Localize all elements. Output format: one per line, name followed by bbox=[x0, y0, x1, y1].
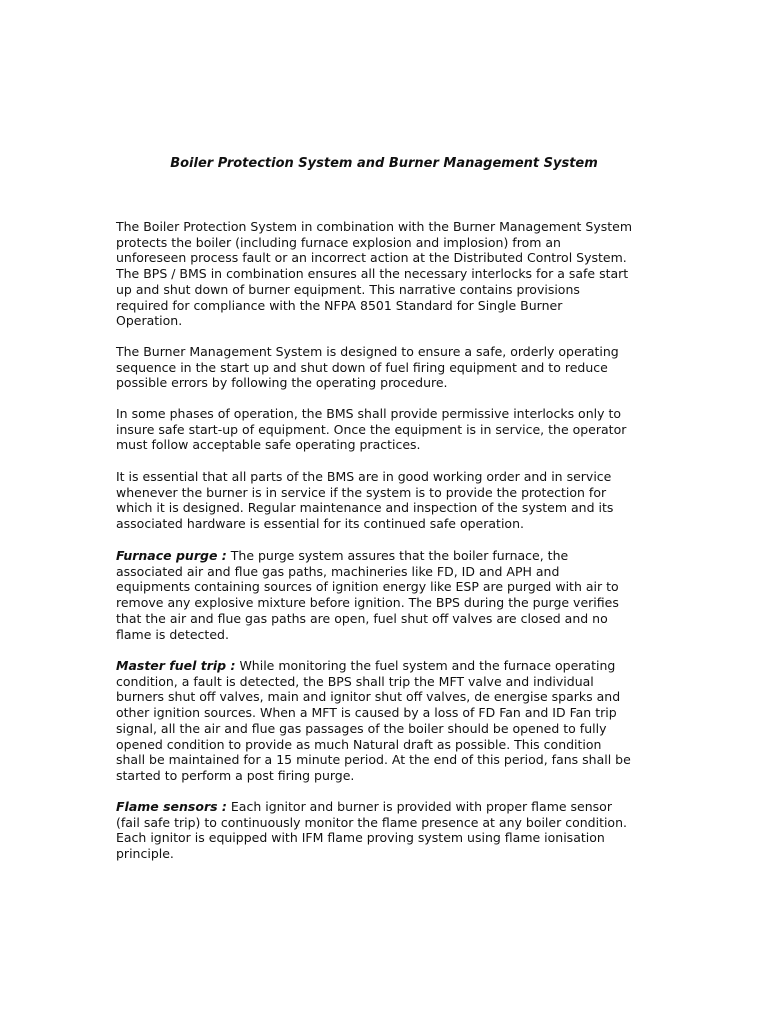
text-line: required for compliance with the NFPA 8501 Standard for Single Burner bbox=[116, 297, 563, 313]
text-line: protects the boiler (including furnace explosion and implosion) from an bbox=[116, 234, 561, 250]
paragraph-permissive-interlocks bbox=[116, 406, 656, 453]
text-line bbox=[116, 658, 656, 674]
text-line: must follow acceptable safe operating practices. bbox=[116, 437, 421, 453]
text-line: Operation. bbox=[116, 313, 183, 329]
text-line: associated hardware is essential for its continued safe operation. bbox=[116, 516, 524, 532]
text-line: In some phases of operation, the BMS shall provide permissive interlocks only to bbox=[116, 406, 622, 421]
text-line: insure safe start-up of equipment. Once the equipment is in service, the operator bbox=[116, 421, 627, 437]
text-line: equipments containing sources of ignition energy like ESP are purged with air to bbox=[116, 579, 619, 595]
text-line: that the air and flue gas paths are open, fuel shut off valves are closed and no bbox=[116, 610, 608, 626]
text-line: whenever the burner is in service if the system is to provide the protection for bbox=[116, 484, 607, 500]
text-line: The Burner Management System is designed to ensure a safe, orderly operating bbox=[116, 344, 619, 359]
paragraph-intro bbox=[116, 219, 656, 329]
paragraph-bms-design bbox=[116, 344, 656, 391]
document-title: Boiler Protection System and Burner Management System bbox=[170, 156, 598, 171]
text-line: The Boiler Protection System in combination with the Burner Management System bbox=[116, 219, 633, 234]
text-line: It is essential that all parts of the BMS are in good working order and in service bbox=[116, 469, 612, 484]
section-term: Flame sensors : bbox=[116, 799, 227, 814]
text-line: The BPS / BMS in combination ensures all the necessary interlocks for a safe start bbox=[116, 266, 629, 282]
text-line: signal, all the air and flue gas passages of the boiler should be opened to fully bbox=[116, 720, 607, 736]
text-line: associated air and flue gas paths, machineries like FD, ID and APH and bbox=[116, 563, 560, 579]
paragraph-flame-sensors bbox=[116, 799, 656, 862]
text-line: condition, a fault is detected, the BPS shall trip the MFT valve and individual bbox=[116, 673, 594, 689]
text-line: unforeseen process fault or an incorrect action at the Distributed Control System. bbox=[116, 250, 627, 266]
text-line: which it is designed. Regular maintenance and inspection of the system and its bbox=[116, 500, 614, 516]
text-line: flame is detected. bbox=[116, 626, 229, 642]
text-line: principle. bbox=[116, 846, 174, 862]
text-line: shall be maintained for a 15 minute period. At the end of this period, fans shall be bbox=[116, 752, 631, 768]
paragraph-furnace-purge bbox=[116, 548, 656, 642]
paragraph-master-fuel-trip bbox=[116, 658, 656, 784]
text-line-rest: The purge system assures that the boiler furnace, the bbox=[226, 548, 569, 563]
text-line: burners shut off valves, main and ignitor shut off valves, de energise sparks and bbox=[116, 689, 621, 705]
text-line-rest: While monitoring the fuel system and the furnace operating bbox=[235, 658, 616, 673]
section-term: Furnace purge : bbox=[116, 548, 227, 563]
text-line: Each ignitor is equipped with IFM flame proving system using flame ionisation bbox=[116, 830, 605, 846]
text-line-rest: Each ignitor and burner is provided with proper flame sensor bbox=[226, 799, 612, 814]
text-line: other ignition sources. When a MFT is caused by a loss of FD Fan and ID Fan trip bbox=[116, 705, 617, 721]
text-line: (fail safe trip) to continuously monitor the flame presence at any boiler condition. bbox=[116, 814, 627, 830]
section-term: Master fuel trip : bbox=[116, 658, 236, 673]
text-line: possible errors by following the operating procedure. bbox=[116, 375, 448, 391]
text-line: sequence in the start up and shut down of fuel firing equipment and to reduce bbox=[116, 359, 608, 375]
text-line: opened condition to provide as much Natural draft as possible. This condition bbox=[116, 736, 602, 752]
text-line bbox=[116, 548, 656, 564]
text-line: remove any explosive mixture before ignition. The BPS during the purge verifies bbox=[116, 595, 619, 611]
paragraph-maintenance bbox=[116, 469, 656, 532]
text-line: started to perform a post firing purge. bbox=[116, 767, 355, 783]
text-line bbox=[116, 799, 656, 815]
text-line: up and shut down of burner equipment. This narrative contains provisions bbox=[116, 281, 580, 297]
